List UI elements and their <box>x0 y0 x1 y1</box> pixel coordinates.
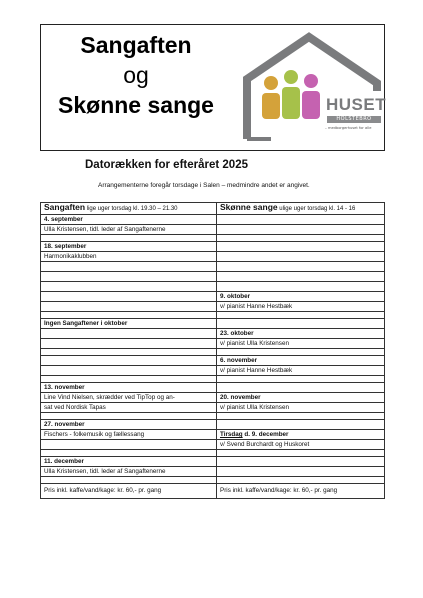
cell <box>41 376 217 383</box>
cell <box>41 349 217 356</box>
table-row <box>41 302 385 312</box>
right-header-strong: Skønne sange <box>220 202 278 212</box>
cell <box>217 252 385 262</box>
cell <box>41 339 217 349</box>
logo-tagline: – medborgerhuset for alle <box>325 126 372 130</box>
cell: Ulla Kristensen, tidl. leder af Sangaftenerne <box>41 467 217 477</box>
cell: Ingen Sangaftener i oktober <box>41 319 217 329</box>
cell: sat ved Nordisk Tapas <box>41 403 217 413</box>
cell: 27. november <box>41 420 217 430</box>
date-label: d. 9. december <box>242 431 289 438</box>
cell <box>217 349 385 356</box>
cell: 11. december <box>41 457 217 467</box>
cell <box>217 430 385 440</box>
header-box <box>40 24 385 151</box>
right-header <box>217 203 385 215</box>
title-line-2: og <box>123 62 149 88</box>
cell <box>217 235 385 242</box>
table-row <box>41 292 385 302</box>
title-block <box>41 25 231 150</box>
title-line-1: Sangaften <box>80 32 192 58</box>
table-header-row <box>41 203 385 215</box>
cell <box>41 477 217 484</box>
table-row <box>41 393 385 403</box>
cell: Line Vind Nielsen, skrædder ved TipTop og an- <box>41 393 217 403</box>
table-row <box>41 477 385 484</box>
table-row <box>41 235 385 242</box>
cell <box>41 329 217 339</box>
table-row <box>41 450 385 457</box>
cell <box>41 272 217 282</box>
cell <box>217 467 385 477</box>
cell <box>217 272 385 282</box>
table-row <box>41 349 385 356</box>
table-row <box>41 376 385 383</box>
left-header <box>41 203 217 215</box>
table-row <box>41 262 385 272</box>
cell <box>217 450 385 457</box>
cell <box>217 225 385 235</box>
table-row <box>41 467 385 477</box>
price-row <box>41 484 385 499</box>
cell: 9. oktober <box>217 292 385 302</box>
cell <box>41 282 217 292</box>
cell <box>41 292 217 302</box>
cell: v/ pianist Ulla Kristensen <box>217 403 385 413</box>
table-row <box>41 242 385 252</box>
table-row <box>41 252 385 262</box>
cell <box>41 312 217 319</box>
cell: 18. september <box>41 242 217 252</box>
cell: 4. september <box>41 215 217 225</box>
logo-brand: HUSET <box>326 95 387 114</box>
cell <box>217 242 385 252</box>
cell <box>41 235 217 242</box>
table-row <box>41 282 385 292</box>
price-left: Pris inkl. kaffe/vand/kage: kr. 60,- pr. gang <box>41 484 217 499</box>
cell <box>217 312 385 319</box>
cell: 6. november <box>217 356 385 366</box>
cell: Harmonikaklubben <box>41 252 217 262</box>
cell <box>217 215 385 225</box>
tirsdag-label: Tirsdag <box>220 431 243 438</box>
table-row <box>41 440 385 450</box>
cell <box>41 440 217 450</box>
table-row <box>41 272 385 282</box>
cell <box>217 420 385 430</box>
cell <box>41 366 217 376</box>
subnote: Arrangementerne foregår torsdage i Salen – medmindre andet er angivet. <box>98 182 310 189</box>
logo-subbrand: HOLSTEBRO <box>327 116 381 123</box>
cell <box>217 262 385 272</box>
cell: 20. november <box>217 393 385 403</box>
table-row <box>41 430 385 440</box>
schedule-table <box>40 202 385 499</box>
cell: Ulla Kristensen, tidl. leder af Sangaftenerne <box>41 225 217 235</box>
left-header-strong: Sangaften <box>44 202 86 212</box>
table-row <box>41 319 385 329</box>
cell: v/ Svend Burchardt og Huskoret <box>217 440 385 450</box>
cell <box>41 262 217 272</box>
cell: 13. november <box>41 383 217 393</box>
table-row <box>41 225 385 235</box>
cell: v/ pianist Hanne Hestbæk <box>217 302 385 312</box>
table-row <box>41 383 385 393</box>
right-header-rest: ulige uger torsdag kl. 14 - 16 <box>277 206 356 212</box>
cell <box>217 457 385 467</box>
cell <box>41 413 217 420</box>
cell: 23. oktober <box>217 329 385 339</box>
cell <box>41 302 217 312</box>
table-row <box>41 339 385 349</box>
title-line-3: Skønne sange <box>58 92 214 118</box>
cell <box>217 413 385 420</box>
table-row <box>41 215 385 225</box>
cell <box>217 282 385 292</box>
table-row <box>41 457 385 467</box>
table-row <box>41 403 385 413</box>
cell <box>217 383 385 393</box>
table-row <box>41 329 385 339</box>
left-header-rest: lige uger torsdag kl. 19.30 – 21.30 <box>85 206 178 212</box>
table-row <box>41 413 385 420</box>
price-right: Pris inkl. kaffe/vand/kage: kr. 60,- pr. gang <box>217 484 385 499</box>
cell: v/ pianist Ulla Kristensen <box>217 339 385 349</box>
cell <box>217 376 385 383</box>
table-row <box>41 356 385 366</box>
table-row <box>41 366 385 376</box>
cell: Fischers - folkemusik og fællessang <box>41 430 217 440</box>
table-row <box>41 420 385 430</box>
table-row <box>41 312 385 319</box>
cell <box>41 356 217 366</box>
cell <box>217 319 385 329</box>
subtitle: Datorækken for efteråret 2025 <box>85 159 248 171</box>
cell <box>217 477 385 484</box>
cell: v/ pianist Hanne Hestbæk <box>217 366 385 376</box>
cell <box>41 450 217 457</box>
